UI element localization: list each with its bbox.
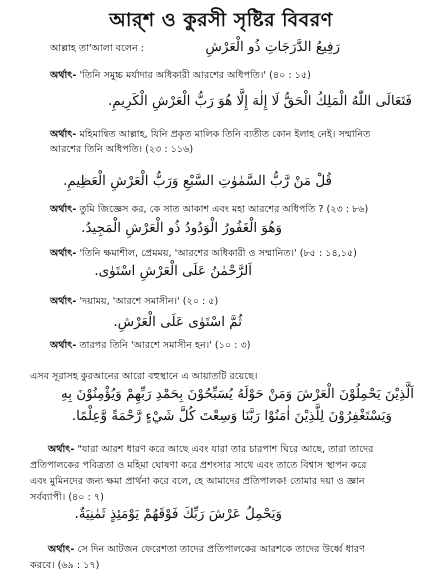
meaning-text: তুমি জিজ্ঞেস কর, কে সাত আকাশ এবং মহা আরশের অধিপতি ? (২৩ : ৮৬) <box>79 204 369 215</box>
arabic-verse-6: ثُمَّ اسْتَوٰى عَلَى الْعَرْشِ. <box>113 314 242 330</box>
arabic-verse-2: فَتَعَالَى اللّٰهُ الْمَلِكُ الْحَقُّ لَا إِلٰهَ إِلَّا هُوَ رَبُّ الْعَرْشِ الْكَرِيمِ. <box>107 93 412 109</box>
note-text: এসব সূরাসহ কুরআনের আরো বহুস্থানে এ আয়াতটি রয়েছে। <box>30 371 258 382</box>
meaning-7-line-4: সর্বব্যাপী। (৪০ : ৭) <box>30 492 104 503</box>
meaning-4 <box>50 247 357 260</box>
meaning-1 <box>50 69 311 82</box>
meaning-text: মহিমান্বিত আল্লাহ, যিনি প্রকৃত মালিক তিনি ব্যতীত কোন ইলাহ নেই। সম্মানিত <box>79 129 371 140</box>
meaning-2-line-2: আরশের তিনি অধিপতি। (২৩ : ১১৬) <box>50 144 194 155</box>
meaning-6 <box>50 339 250 352</box>
arabic-verse-4: وَهُوَ الْغَفُورُ الْوَدُودُ ذُو الْعَرْشِ الْمَجِيدُ. <box>81 220 282 236</box>
intro-label: আল্লাহ তা'আলা বলেন : <box>50 43 145 54</box>
meaning-label: অর্থাৎ- <box>50 129 77 140</box>
meaning-label: অর্থাৎ- <box>50 296 77 307</box>
meaning-text: 'দয়াময়, 'আরশে সমাসীন।' (২০ : ৫) <box>79 296 219 307</box>
meaning-8-line-2: করবে। (৬৯ : ১৭) <box>30 560 100 571</box>
arabic-verse-7-line-2: وَيَسْتَغْفِرُوْنَ لِلَّذِيْنَ اٰمَنُوْا رَبَّنَا وَسِعْتَ كُلَّ شَيْءٍ رَّحْمَةً وَّعِلْمًا. <box>71 408 392 424</box>
meaning-text: 'তিনি ক্ষমাশীল, প্রেমময়, 'আরশের অধিকারী ও সম্মানিত।' (৮৫ : ১৪,১৫) <box>79 248 357 259</box>
meaning-text: তারপর তিনি 'আরশে সমাসীন হন।' (১০ : ৩) <box>79 340 251 351</box>
meaning-3 <box>50 203 368 216</box>
arabic-verse-1: رَفِيعُ الدَّرَجَاتِ ذُو الْعَرْشِ <box>205 39 340 55</box>
arabic-verse-3: قُلْ مَنْ رَّبُّ السَّمٰوٰتِ السَّبْعِ وَرَبُّ الْعَرْشِ الْعَظِيمِ. <box>63 173 332 189</box>
meaning-2-line-1 <box>50 128 370 141</box>
meaning-5 <box>50 295 218 308</box>
meaning-8-line-1 <box>48 543 365 556</box>
meaning-label: অর্থাৎ- <box>50 340 77 351</box>
meaning-label: অর্থাৎ- <box>50 248 77 259</box>
page-title: আর্‌শ ও কুরসী সৃষ্টির বিবরণ <box>109 9 333 31</box>
meaning-text: সে দিন আটজন ফেরেশতা তাদের প্রতিপালকের আরশকে তাদের উর্ধ্বে ধারণ <box>77 544 365 555</box>
meaning-7-line-3: এবং মুমিনদের জন্য ক্ষমা প্রার্থনা করে বলে, হে আমাদের প্রতিপালক! তোমার দয়া ও জ্ঞান <box>30 476 365 487</box>
meaning-label: অর্থাৎ- <box>48 544 75 555</box>
meaning-7-line-2: প্রতিপালকের পবিত্রতা ও মহিমা ঘোষণা করে প্রশংসার সাথে এবং তাতে বিশ্বাস স্থাপন করে <box>30 460 367 471</box>
meaning-label: অর্থাৎ- <box>50 70 77 81</box>
meaning-7-line-1 <box>48 443 373 456</box>
arabic-verse-7-line-1: اَلَّذِيْنَ يَحْمِلُوْنَ الْعَرْشَ وَمَنْ حَوْلَهُ يُسَبِّحُوْنَ بِحَمْدِ رَبِّهِمْ وَيُؤْمِنُوْنَ بِهِ <box>60 386 414 402</box>
meaning-text: 'তিনি সমুচ্চ মর্যাদার অধিকারী আরশের অধিপতি।' (৪০ : ১৫) <box>79 70 311 81</box>
meaning-label: অর্থাৎ- <box>50 204 77 215</box>
arabic-verse-5: اَلرَّحْمٰنُ عَلَى الْعَرْشِ اسْتَوٰى. <box>94 263 252 279</box>
meaning-text: "যারা আরশ ধারণ করে আছে এবং যারা তার চারপাশ ঘিরে আছে, তারা তাদের <box>77 444 374 455</box>
meaning-label: অর্থাৎ- <box>48 444 75 455</box>
arabic-verse-8: وَيَحْمِلُ عَرْشَ رَبِّكَ فَوْقَهُمْ يَوْمَئِذٍ ثَمٰنِيَةٌ. <box>74 506 282 522</box>
